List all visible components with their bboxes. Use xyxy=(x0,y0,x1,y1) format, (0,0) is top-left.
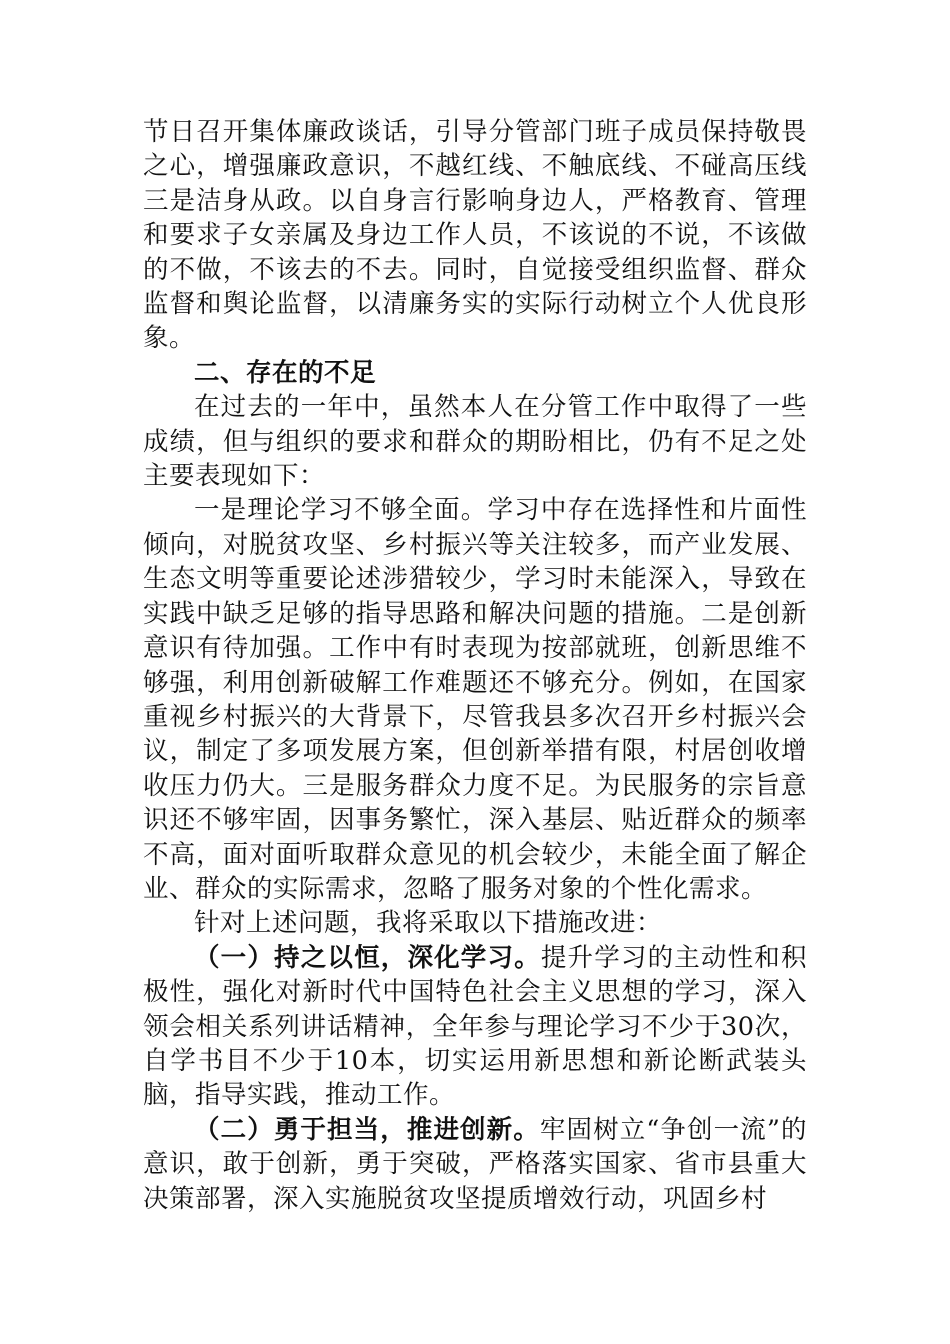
paragraph-measure-1 xyxy=(143,941,807,1113)
document-body xyxy=(143,115,807,1216)
paragraph-measure-2 xyxy=(143,1113,807,1216)
paragraph-measures-intro: 针对上述问题，我将采取以下措施改进： xyxy=(194,908,663,939)
paragraph-shortcomings-intro: 在过去的一年中，虽然本人在分管工作中取得了一些成绩，但与组织的要求和群众的期盼相比，仍有不足之处主要表现如下： xyxy=(143,392,807,492)
paragraph-shortcomings-detail: 一是理论学习不够全面。学习中存在选择性和片面性倾向，对脱贫攻坚、乡村振兴等关注较多，而产业发展、生态文明等重要论述涉猎较少，学习时未能深入，导致在实践中缺乏足够的指导思路和解决问题的措施。二是创新意识有待加强。工作中有时表现为按部就班，创新思维不够强，利用创新破解工作难题还不够充分。例如，在国家重视乡村振兴的大背景下，尽管我县多次召开乡村振兴会议，制定了多项发展方案，但创新举措有限，村居创收增收压力仍大。三是服务群众力度不足。为民服务的宗旨意识还不够牢固，因事务繁忙，深入基层、贴近群众的频率不高，面对面听取群众意见的机会较少，未能全面了解企业、群众的实际需求，忽略了服务对象的个性化需求。 xyxy=(143,495,807,904)
measure-1-text: 提升学习的主动性和积极性，强化对新时代中国特色社会主义思想的学习，深入领会相关系列讲话精神，全年参与理论学习不少于30次，自学书目不少于10本，切实运用新思想和新论断武装头脑，指导实践，推动工作。 xyxy=(143,942,807,1111)
measure-1-lead: （一）持之以恒，深化学习。 xyxy=(194,942,541,973)
section-heading-shortcomings: 二、存在的不足 xyxy=(194,357,377,388)
paragraph-integrity-continued: 节日召开集体廉政谈话，引导分管部门班子成员保持敬畏之心，增强廉政意识，不越红线、不触底线、不碰高压线三是洁身从政。以自身言行影响身边人，严格教育、管理和要求子女亲属及身边工作人员，不该说的不说，不该做的不做，不该去的不去。同时，自觉接受组织监督、群众监督和舆论监督，以清廉务实的实际行动树立个人优良形象。 xyxy=(143,117,807,354)
measure-2-lead: （二）勇于担当，推进创新。 xyxy=(194,1114,540,1145)
measure-2-text: 牢固树立“争创一流”的意识，敢于创新，勇于突破，严格落实国家、省市县重大决策部署，深入实施脱贫攻坚提质增效行动，巩固乡村 xyxy=(143,1114,807,1214)
